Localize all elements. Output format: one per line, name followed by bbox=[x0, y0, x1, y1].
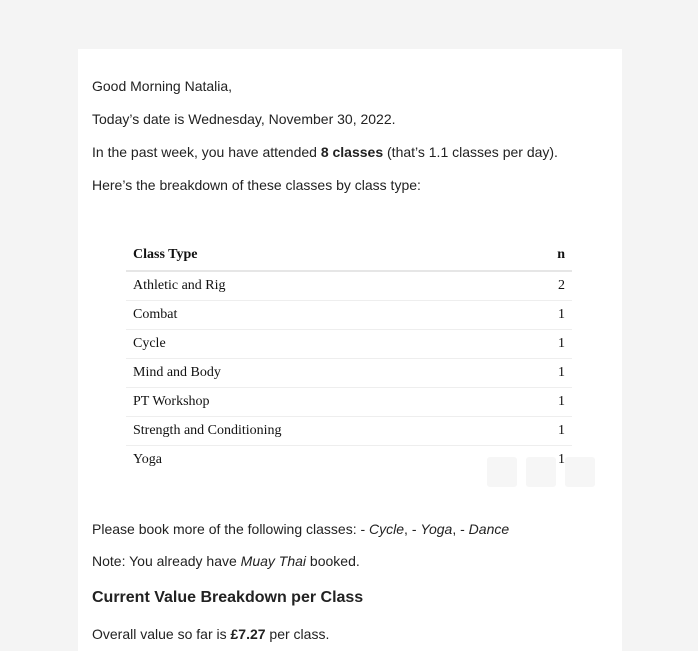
email-card bbox=[78, 49, 622, 651]
class-type-cell: Strength and Conditioning bbox=[133, 423, 282, 438]
table-row bbox=[126, 417, 572, 446]
recommend-cycle: Cycle bbox=[369, 521, 405, 537]
attendance-suffix: (that’s 1.1 classes per day). bbox=[383, 144, 558, 160]
note-class: Muay Thai bbox=[240, 553, 307, 569]
table-row bbox=[126, 271, 572, 301]
attendance-line bbox=[92, 143, 558, 161]
value-line bbox=[92, 625, 329, 643]
table-header-row bbox=[126, 240, 572, 271]
table-row bbox=[126, 359, 572, 388]
class-type-cell: PT Workshop bbox=[133, 394, 210, 409]
note-line bbox=[92, 552, 360, 570]
count-cell: 1 bbox=[558, 365, 565, 380]
recommendation-line bbox=[92, 520, 509, 538]
recommend-prefix: Please book more of the following classes: - bbox=[92, 521, 370, 537]
class-type-cell: Cycle bbox=[133, 336, 166, 351]
breakdown-intro: Here’s the breakdown of these classes by class type: bbox=[92, 177, 421, 193]
value-amount: £7.27 bbox=[230, 626, 266, 642]
class-type-table bbox=[126, 240, 572, 474]
recommend-separator: , - bbox=[452, 521, 469, 537]
value-suffix: per class. bbox=[265, 626, 330, 642]
class-type-cell: Yoga bbox=[133, 452, 162, 467]
header-n: n bbox=[557, 247, 565, 262]
header-class-type: Class Type bbox=[133, 247, 198, 262]
count-cell: 1 bbox=[558, 423, 565, 438]
table-page-button[interactable] bbox=[526, 457, 556, 487]
recommend-separator: , - bbox=[404, 521, 421, 537]
recommend-yoga: Yoga bbox=[420, 521, 453, 537]
count-cell: 2 bbox=[558, 278, 565, 293]
value-heading: Current Value Breakdown per Class bbox=[92, 589, 364, 606]
recommend-dance: Dance bbox=[468, 521, 510, 537]
table-next-button[interactable] bbox=[565, 457, 595, 487]
count-cell: 1 bbox=[558, 452, 565, 467]
value-prefix: Overall value so far is bbox=[92, 626, 231, 642]
attendance-prefix: In the past week, you have attended bbox=[92, 144, 321, 160]
date-line: Today’s date is Wednesday, November 30, 2022. bbox=[92, 111, 396, 127]
table-row bbox=[126, 330, 572, 359]
count-cell: 1 bbox=[558, 307, 565, 322]
table-prev-button[interactable] bbox=[487, 457, 517, 487]
table-row bbox=[126, 388, 572, 417]
attendance-count: 8 classes bbox=[320, 144, 384, 160]
note-prefix: Note: You already have bbox=[92, 553, 241, 569]
note-suffix: booked. bbox=[306, 553, 360, 569]
table-row bbox=[126, 301, 572, 330]
class-type-cell: Combat bbox=[133, 307, 178, 322]
class-type-cell: Athletic and Rig bbox=[133, 278, 226, 293]
greeting-text: Good Morning Natalia, bbox=[92, 78, 233, 94]
class-type-cell: Mind and Body bbox=[133, 365, 221, 380]
count-cell: 1 bbox=[558, 394, 565, 409]
count-cell: 1 bbox=[558, 336, 565, 351]
